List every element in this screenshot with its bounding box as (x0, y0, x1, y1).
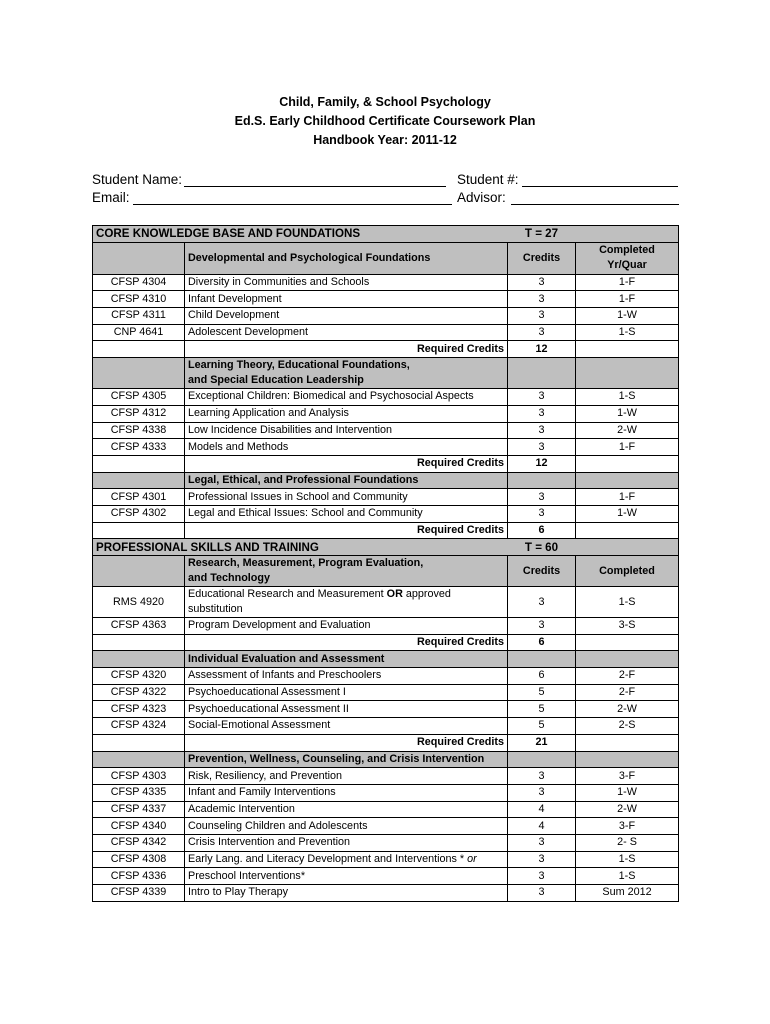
course-credits: 3 (508, 324, 576, 341)
course-completed[interactable]: 2-F (576, 668, 679, 685)
course-credits: 3 (508, 308, 576, 325)
course-credits: 3 (508, 439, 576, 456)
required-credits-label: Required Credits (185, 455, 508, 472)
table-row (93, 618, 679, 635)
course-credits: 5 (508, 684, 576, 701)
course-name: Intro to Play Therapy (185, 885, 508, 902)
advisor-label: Advisor: (457, 190, 506, 205)
table-row (93, 801, 679, 818)
course-credits: 3 (508, 291, 576, 308)
completed-header: Completed (576, 556, 679, 587)
course-credits: 3 (508, 868, 576, 885)
course-code: CFSP 4322 (93, 684, 185, 701)
section-total: T = 60 (508, 539, 576, 556)
table-row (93, 834, 679, 851)
course-completed[interactable]: 1-F (576, 291, 679, 308)
required-credits-row (93, 734, 679, 751)
section-header-professional (93, 539, 679, 556)
course-credits: 3 (508, 834, 576, 851)
course-completed[interactable]: 2- S (576, 834, 679, 851)
table-row (93, 324, 679, 341)
student-number-label: Student #: (457, 172, 519, 187)
course-name: Educational Research and Measurement OR approved substitution (185, 587, 508, 618)
course-name: Professional Issues in School and Community (185, 489, 508, 506)
course-credits: 3 (508, 405, 576, 422)
required-credits-value: 12 (508, 455, 576, 472)
group-title: Research, Measurement, Program Evaluation, and Technology (185, 556, 508, 587)
course-completed[interactable]: Sum 2012 (576, 885, 679, 902)
course-name: Psychoeducational Assessment I (185, 684, 508, 701)
course-name: Risk, Resiliency, and Prevention (185, 768, 508, 785)
course-completed[interactable]: 1-W (576, 505, 679, 522)
course-code: RMS 4920 (93, 587, 185, 618)
course-name: Early Lang. and Literacy Development and Interventions * or (185, 851, 508, 868)
course-code: CFSP 4312 (93, 405, 185, 422)
group-header (93, 358, 679, 389)
table-row (93, 851, 679, 868)
table-row (93, 505, 679, 522)
required-credits-value: 6 (508, 634, 576, 651)
table-row (93, 587, 679, 618)
course-completed[interactable]: 1-W (576, 308, 679, 325)
coursework-table (92, 225, 679, 902)
required-credits-value: 6 (508, 522, 576, 539)
table-row (93, 718, 679, 735)
group-title: Learning Theory, Educational Foundations, and Special Education Leadership (185, 358, 508, 389)
course-completed[interactable]: 2-W (576, 801, 679, 818)
email-label: Email: (92, 190, 130, 205)
course-code: CNP 4641 (93, 324, 185, 341)
section-total: T = 27 (508, 226, 576, 243)
required-credits-value: 21 (508, 734, 576, 751)
table-row (93, 308, 679, 325)
course-code: CFSP 4323 (93, 701, 185, 718)
course-name: Legal and Ethical Issues: School and Community (185, 505, 508, 522)
section-title: CORE KNOWLEDGE BASE AND FOUNDATIONS (93, 226, 508, 243)
table-row (93, 389, 679, 406)
course-completed[interactable]: 2-W (576, 422, 679, 439)
course-completed[interactable]: 1-W (576, 784, 679, 801)
group-title: Legal, Ethical, and Professional Foundations (185, 472, 508, 489)
course-code: CFSP 4308 (93, 851, 185, 868)
course-code: CFSP 4339 (93, 885, 185, 902)
course-completed[interactable]: 3-F (576, 818, 679, 835)
plan-title: Ed.S. Early Childhood Certificate Coursework Plan (234, 114, 536, 128)
group-title: Individual Evaluation and Assessment (185, 651, 508, 668)
group-header (93, 242, 679, 274)
advisor-field[interactable] (511, 204, 679, 205)
course-code: CFSP 4340 (93, 818, 185, 835)
group-header (93, 556, 679, 587)
table-row (93, 422, 679, 439)
section-title: PROFESSIONAL SKILLS AND TRAINING (93, 539, 508, 556)
program-title: Child, Family, & School Psychology (279, 95, 491, 109)
course-name: Program Development and Evaluation (185, 618, 508, 635)
course-name: Child Development (185, 308, 508, 325)
table-row (93, 868, 679, 885)
course-code: CFSP 4337 (93, 801, 185, 818)
course-name: Infant and Family Interventions (185, 784, 508, 801)
course-code: CFSP 4342 (93, 834, 185, 851)
required-credits-row (93, 634, 679, 651)
required-credits-row (93, 455, 679, 472)
course-completed[interactable]: 3-S (576, 618, 679, 635)
course-credits: 3 (508, 885, 576, 902)
required-credits-label: Required Credits (185, 522, 508, 539)
course-completed[interactable]: 1-S (576, 324, 679, 341)
course-code: CFSP 4363 (93, 618, 185, 635)
course-completed[interactable]: 1-S (576, 851, 679, 868)
course-name: Exceptional Children: Biomedical and Psychosocial Aspects (185, 389, 508, 406)
course-code: CFSP 4304 (93, 274, 185, 291)
course-credits: 3 (508, 784, 576, 801)
credits-header: Credits (508, 242, 576, 274)
course-completed[interactable]: 1-S (576, 587, 679, 618)
group-header (93, 472, 679, 489)
table-row (93, 291, 679, 308)
course-code: CFSP 4335 (93, 784, 185, 801)
table-row (93, 405, 679, 422)
course-credits: 3 (508, 505, 576, 522)
table-row (93, 885, 679, 902)
course-code: CFSP 4324 (93, 718, 185, 735)
required-credits-label: Required Credits (185, 341, 508, 358)
course-name: Social-Emotional Assessment (185, 718, 508, 735)
student-name-field[interactable] (184, 186, 446, 187)
course-credits: 3 (508, 274, 576, 291)
course-credits: 3 (508, 851, 576, 868)
table-row (93, 274, 679, 291)
group-header (93, 651, 679, 668)
course-completed[interactable]: 1-S (576, 389, 679, 406)
table-row (93, 668, 679, 685)
required-credits-value: 12 (508, 341, 576, 358)
course-name: Diversity in Communities and Schools (185, 274, 508, 291)
course-credits: 3 (508, 587, 576, 618)
document-header (0, 93, 770, 150)
course-completed[interactable]: 1-F (576, 439, 679, 456)
table-row (93, 684, 679, 701)
course-credits: 3 (508, 389, 576, 406)
course-code: CFSP 4301 (93, 489, 185, 506)
course-name: Adolescent Development (185, 324, 508, 341)
course-completed[interactable]: 1-F (576, 274, 679, 291)
course-code: CFSP 4311 (93, 308, 185, 325)
course-credits: 3 (508, 422, 576, 439)
course-code: CFSP 4336 (93, 868, 185, 885)
section-header-core (93, 226, 679, 243)
completed-header: Completed Yr/Quar (576, 242, 679, 274)
course-credits: 4 (508, 818, 576, 835)
course-code: CFSP 4333 (93, 439, 185, 456)
course-name: Psychoeducational Assessment II (185, 701, 508, 718)
required-credits-label: Required Credits (185, 634, 508, 651)
required-credits-row (93, 341, 679, 358)
course-credits: 5 (508, 718, 576, 735)
course-code: CFSP 4303 (93, 768, 185, 785)
course-completed[interactable]: 3-F (576, 768, 679, 785)
course-credits: 4 (508, 801, 576, 818)
course-name: Low Incidence Disabilities and Intervention (185, 422, 508, 439)
course-completed[interactable]: 1-S (576, 868, 679, 885)
course-credits: 3 (508, 489, 576, 506)
table-row (93, 784, 679, 801)
course-credits: 3 (508, 618, 576, 635)
course-name: Assessment of Infants and Preschoolers (185, 668, 508, 685)
course-code: CFSP 4320 (93, 668, 185, 685)
credits-header: Credits (508, 556, 576, 587)
course-credits: 6 (508, 668, 576, 685)
course-name: Infant Development (185, 291, 508, 308)
course-credits: 5 (508, 701, 576, 718)
student-number-field[interactable] (522, 186, 678, 187)
course-name: Counseling Children and Adolescents (185, 818, 508, 835)
course-code: CFSP 4302 (93, 505, 185, 522)
table-row (93, 439, 679, 456)
group-title: Developmental and Psychological Foundations (185, 242, 508, 274)
course-name: Crisis Intervention and Prevention (185, 834, 508, 851)
course-completed[interactable]: 2-F (576, 684, 679, 701)
course-name: Academic Intervention (185, 801, 508, 818)
group-header (93, 751, 679, 768)
table-row (93, 768, 679, 785)
course-code: CFSP 4305 (93, 389, 185, 406)
student-name-label: Student Name: (92, 172, 183, 187)
course-name: Models and Methods (185, 439, 508, 456)
handbook-year: Handbook Year: 2011-12 (313, 133, 457, 147)
course-completed[interactable]: 2-W (576, 701, 679, 718)
course-code: CFSP 4338 (93, 422, 185, 439)
course-completed[interactable]: 1-F (576, 489, 679, 506)
course-completed[interactable]: 1-W (576, 405, 679, 422)
course-name: Learning Application and Analysis (185, 405, 508, 422)
required-credits-label: Required Credits (185, 734, 508, 751)
course-name: Preschool Interventions* (185, 868, 508, 885)
table-row (93, 489, 679, 506)
course-credits: 3 (508, 768, 576, 785)
table-row (93, 701, 679, 718)
course-code: CFSP 4310 (93, 291, 185, 308)
group-title: Prevention, Wellness, Counseling, and Crisis Intervention (185, 751, 508, 768)
required-credits-row (93, 522, 679, 539)
table-row (93, 818, 679, 835)
email-field[interactable] (133, 204, 452, 205)
course-completed[interactable]: 2-S (576, 718, 679, 735)
